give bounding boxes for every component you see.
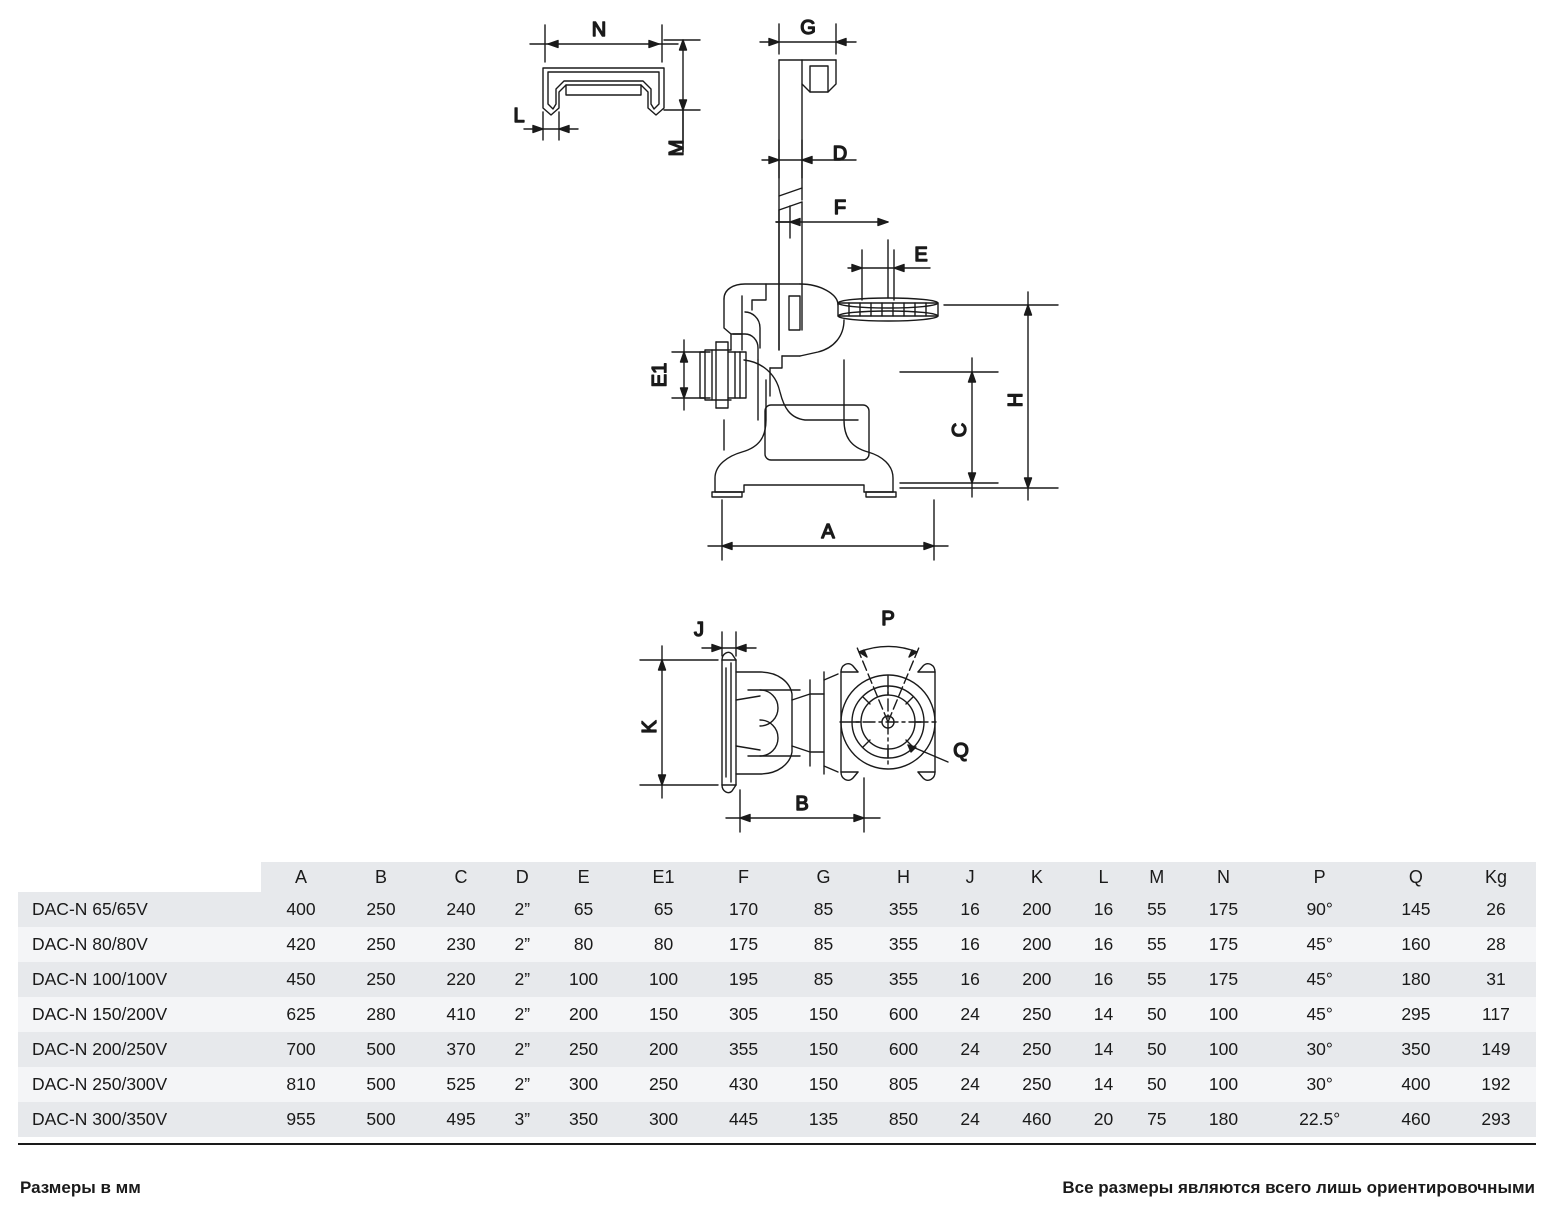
cell-Q: 160 <box>1376 927 1456 962</box>
label-D: D <box>832 143 848 165</box>
label-E: E <box>914 244 928 266</box>
cell-E: 100 <box>544 962 624 997</box>
table-header-row <box>18 862 1536 892</box>
cell-H: 600 <box>864 997 944 1032</box>
col-header-P: P <box>1263 862 1375 892</box>
table-row <box>18 997 1536 1032</box>
cell-M: 50 <box>1130 1032 1183 1067</box>
cell-D: 2” <box>501 997 544 1032</box>
col-header-Q: Q <box>1376 862 1456 892</box>
dim-H <box>900 292 1058 500</box>
cell-E: 200 <box>544 997 624 1032</box>
cell-Q: 460 <box>1376 1102 1456 1137</box>
col-header-Kg: Kg <box>1456 862 1536 892</box>
cell-E1: 250 <box>624 1067 704 1102</box>
col-header-K: K <box>997 862 1077 892</box>
cell-P: 45° <box>1263 962 1375 997</box>
cell-D: 2” <box>501 927 544 962</box>
cell-D: 2” <box>501 962 544 997</box>
cell-H: 355 <box>864 927 944 962</box>
cell-J: 16 <box>944 962 997 997</box>
cell-Kg: 149 <box>1456 1032 1536 1067</box>
cell-G: 150 <box>784 997 864 1032</box>
bottom-view <box>722 645 948 793</box>
cell-K: 250 <box>997 997 1077 1032</box>
front-view <box>700 60 938 497</box>
cell-C: 230 <box>421 927 501 962</box>
label-G: G <box>800 17 816 39</box>
cell-B: 280 <box>341 997 421 1032</box>
footer-notes <box>0 1178 1553 1208</box>
cell-G: 150 <box>784 1067 864 1102</box>
table-row <box>18 892 1536 927</box>
col-header-J: J <box>944 862 997 892</box>
cell-Q: 295 <box>1376 997 1456 1032</box>
cell-Kg: 117 <box>1456 997 1536 1032</box>
col-header-M: M <box>1130 862 1183 892</box>
cell-P: 30° <box>1263 1067 1375 1102</box>
cell-K: 200 <box>997 927 1077 962</box>
cell-Q: 400 <box>1376 1067 1456 1102</box>
cell-L: 14 <box>1077 997 1130 1032</box>
cell-J: 16 <box>944 892 997 927</box>
label-B: B <box>795 793 809 815</box>
cell-M: 55 <box>1130 892 1183 927</box>
col-header-D: D <box>501 862 544 892</box>
cell-P: 45° <box>1263 927 1375 962</box>
cell-E: 80 <box>544 927 624 962</box>
cell-M: 55 <box>1130 927 1183 962</box>
cell-K: 250 <box>997 1032 1077 1067</box>
label-P: P <box>881 608 895 630</box>
cell-E: 250 <box>544 1032 624 1067</box>
label-L: L <box>513 105 525 127</box>
cell-N: 175 <box>1183 927 1263 962</box>
table-row <box>18 962 1536 997</box>
cell-model: DAC-N 300/350V <box>18 1102 261 1137</box>
cell-C: 495 <box>421 1102 501 1137</box>
cell-M: 50 <box>1130 1067 1183 1102</box>
col-header-C: C <box>421 862 501 892</box>
cell-L: 16 <box>1077 927 1130 962</box>
cell-B: 500 <box>341 1067 421 1102</box>
cell-N: 175 <box>1183 962 1263 997</box>
cell-E1: 100 <box>624 962 704 997</box>
label-J: J <box>694 619 704 641</box>
col-header-L: L <box>1077 862 1130 892</box>
cell-A: 955 <box>261 1102 341 1137</box>
cell-M: 50 <box>1130 997 1183 1032</box>
cell-A: 625 <box>261 997 341 1032</box>
cell-E: 300 <box>544 1067 624 1102</box>
cell-B: 250 <box>341 892 421 927</box>
cell-N: 100 <box>1183 1032 1263 1067</box>
cell-E1: 65 <box>624 892 704 927</box>
label-A: A <box>821 521 835 543</box>
cell-L: 16 <box>1077 892 1130 927</box>
col-header-E: E <box>544 862 624 892</box>
col-header-N: N <box>1183 862 1263 892</box>
cell-D: 2” <box>501 892 544 927</box>
cell-G: 85 <box>784 892 864 927</box>
cell-G: 150 <box>784 1032 864 1067</box>
cell-D: 3” <box>501 1102 544 1137</box>
cell-J: 24 <box>944 997 997 1032</box>
cell-N: 100 <box>1183 997 1263 1032</box>
table-row <box>18 1032 1536 1067</box>
col-header-model <box>18 862 261 892</box>
cell-L: 14 <box>1077 1032 1130 1067</box>
footer-right-note: Все размеры являются всего лишь ориентировочными <box>1062 1178 1535 1197</box>
label-M: M <box>666 139 688 157</box>
col-header-E1: E1 <box>624 862 704 892</box>
cell-F: 170 <box>704 892 784 927</box>
cell-P: 90° <box>1263 892 1375 927</box>
table-row <box>18 1102 1536 1137</box>
cell-G: 85 <box>784 927 864 962</box>
dimensions-table <box>18 862 1536 1137</box>
cell-K: 200 <box>997 892 1077 927</box>
col-header-G: G <box>784 862 864 892</box>
cell-E1: 150 <box>624 997 704 1032</box>
cell-Kg: 28 <box>1456 927 1536 962</box>
label-N: N <box>591 19 607 41</box>
cell-K: 200 <box>997 962 1077 997</box>
cell-L: 20 <box>1077 1102 1130 1137</box>
cell-Kg: 293 <box>1456 1102 1536 1137</box>
cell-J: 16 <box>944 927 997 962</box>
label-K: K <box>639 720 661 734</box>
cell-Kg: 31 <box>1456 962 1536 997</box>
cell-M: 55 <box>1130 962 1183 997</box>
cell-F: 175 <box>704 927 784 962</box>
label-F: F <box>833 197 847 219</box>
cell-D: 2” <box>501 1067 544 1102</box>
cell-L: 16 <box>1077 962 1130 997</box>
cell-A: 810 <box>261 1067 341 1102</box>
col-header-B: B <box>341 862 421 892</box>
cell-N: 180 <box>1183 1102 1263 1137</box>
col-header-H: H <box>864 862 944 892</box>
col-header-A: A <box>261 862 341 892</box>
cell-J: 24 <box>944 1102 997 1137</box>
label-Q: Q <box>953 740 969 762</box>
cell-B: 500 <box>341 1102 421 1137</box>
cell-N: 175 <box>1183 892 1263 927</box>
cell-model: DAC-N 80/80V <box>18 927 261 962</box>
cell-H: 600 <box>864 1032 944 1067</box>
cell-Kg: 26 <box>1456 892 1536 927</box>
footer-left-note: Размеры в мм <box>20 1178 141 1197</box>
label-H: H <box>1005 392 1027 408</box>
cell-A: 400 <box>261 892 341 927</box>
cell-H: 850 <box>864 1102 944 1137</box>
cell-G: 135 <box>784 1102 864 1137</box>
cell-Q: 180 <box>1376 962 1456 997</box>
cell-Kg: 192 <box>1456 1067 1536 1102</box>
cell-C: 525 <box>421 1067 501 1102</box>
cell-H: 355 <box>864 892 944 927</box>
cell-F: 430 <box>704 1067 784 1102</box>
cell-A: 420 <box>261 927 341 962</box>
cell-P: 22.5° <box>1263 1102 1375 1137</box>
cell-model: DAC-N 200/250V <box>18 1032 261 1067</box>
cell-K: 250 <box>997 1067 1077 1102</box>
cell-Q: 145 <box>1376 892 1456 927</box>
cell-C: 220 <box>421 962 501 997</box>
cell-L: 14 <box>1077 1067 1130 1102</box>
cell-K: 460 <box>997 1102 1077 1137</box>
label-E1: E1 <box>649 362 671 388</box>
rail-profile-view <box>524 25 700 152</box>
cell-B: 250 <box>341 927 421 962</box>
cell-model: DAC-N 100/100V <box>18 962 261 997</box>
cell-C: 240 <box>421 892 501 927</box>
cell-Q: 350 <box>1376 1032 1456 1067</box>
cell-model: DAC-N 65/65V <box>18 892 261 927</box>
cell-G: 85 <box>784 962 864 997</box>
cell-F: 445 <box>704 1102 784 1137</box>
cell-F: 355 <box>704 1032 784 1067</box>
cell-J: 24 <box>944 1032 997 1067</box>
cell-E1: 300 <box>624 1102 704 1137</box>
cell-model: DAC-N 250/300V <box>18 1067 261 1102</box>
cell-E: 350 <box>544 1102 624 1137</box>
cell-H: 355 <box>864 962 944 997</box>
cell-model: DAC-N 150/200V <box>18 997 261 1032</box>
cell-E1: 200 <box>624 1032 704 1067</box>
cell-M: 75 <box>1130 1102 1183 1137</box>
cell-N: 100 <box>1183 1067 1263 1102</box>
cell-P: 30° <box>1263 1032 1375 1067</box>
cell-D: 2” <box>501 1032 544 1067</box>
cell-B: 250 <box>341 962 421 997</box>
cell-F: 195 <box>704 962 784 997</box>
cell-B: 500 <box>341 1032 421 1067</box>
cell-C: 410 <box>421 997 501 1032</box>
table-row <box>18 927 1536 962</box>
label-C: C <box>949 422 971 438</box>
table-bottom-rule <box>18 1143 1536 1145</box>
cell-J: 24 <box>944 1067 997 1102</box>
table-row <box>18 1067 1536 1102</box>
cell-A: 450 <box>261 962 341 997</box>
cell-P: 45° <box>1263 997 1375 1032</box>
cell-E1: 80 <box>624 927 704 962</box>
cell-F: 305 <box>704 997 784 1032</box>
cell-C: 370 <box>421 1032 501 1067</box>
cell-H: 805 <box>864 1067 944 1102</box>
col-header-F: F <box>704 862 784 892</box>
cell-E: 65 <box>544 892 624 927</box>
cell-A: 700 <box>261 1032 341 1067</box>
